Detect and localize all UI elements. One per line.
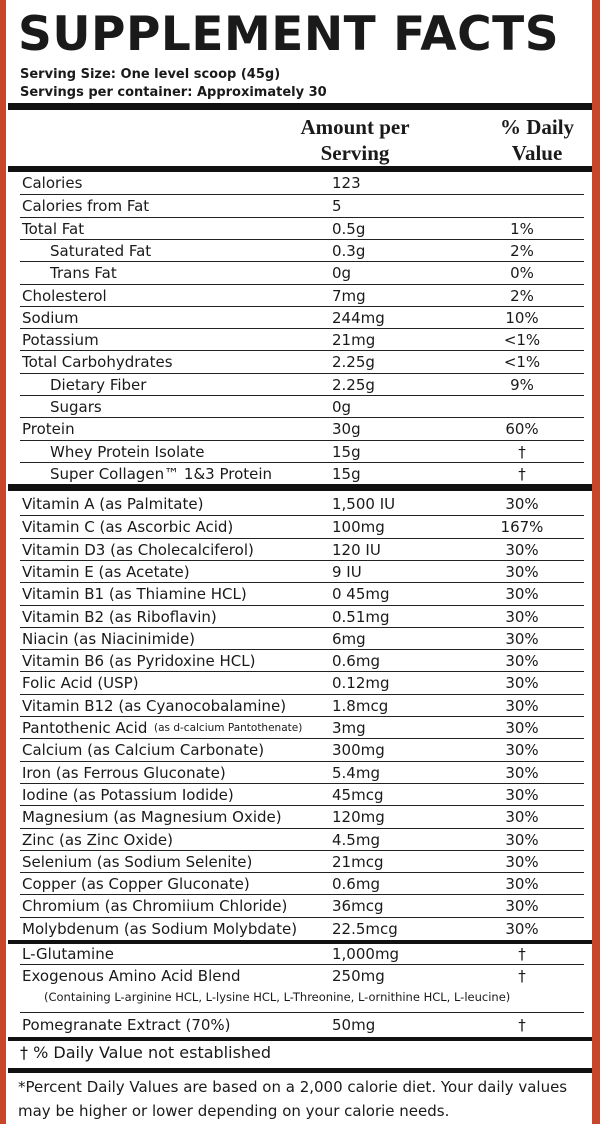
nutrient-daily-value: 30%	[505, 897, 539, 916]
dv-header-line1: % Daily	[499, 115, 575, 139]
nutrient-name: Calories from Fat	[22, 197, 150, 216]
table-row	[20, 582, 584, 605]
nutrient-daily-value: 30%	[505, 741, 539, 760]
table-row	[20, 515, 584, 538]
nutrient-amount: 2.25g	[332, 375, 375, 394]
nutrient-daily-value: 30%	[505, 652, 539, 671]
nutrient-daily-value: 30%	[505, 674, 539, 693]
nutrient-amount: 0.51mg	[332, 607, 390, 626]
dv-header-line2: Value	[511, 141, 563, 165]
table-row	[20, 462, 584, 485]
table-row	[20, 761, 584, 784]
nutrient-daily-value: 30%	[505, 562, 539, 581]
nutrient-name: Vitamin C (as Ascorbic Acid)	[22, 518, 234, 537]
nutrient-amount: 15g	[332, 442, 361, 461]
nutrient-amount: 300mg	[332, 741, 385, 760]
table-row	[20, 261, 584, 284]
table-row	[20, 850, 584, 873]
nutrient-daily-value: 30%	[505, 785, 539, 804]
nutrient-name: Vitamin B12 (as Cyanocobalamine)	[22, 696, 287, 715]
nutrient-daily-value: 2%	[510, 286, 534, 305]
nutrient-amount: 0.6mg	[332, 652, 380, 671]
nutrient-name: Selenium (as Sodium Selenite)	[22, 852, 253, 871]
amount-header-line2: Serving	[320, 141, 390, 165]
nutrient-name: Potassium	[22, 331, 99, 350]
nutrient-daily-value: 2%	[510, 241, 534, 260]
nutrient-amount: 3mg	[332, 719, 366, 737]
nutrient-amount: 7mg	[332, 286, 366, 305]
table-row	[20, 493, 584, 515]
table-row	[20, 194, 584, 217]
nutrient-name: Total Fat	[22, 219, 85, 238]
table-row	[20, 738, 584, 761]
nutrient-name: Trans Fat	[50, 264, 117, 283]
nutrient-amount: 15g	[332, 464, 361, 483]
table-row	[20, 649, 584, 672]
nutrient-name: Niacin (as Niacinimide)	[22, 629, 195, 648]
nutrient-amount: 0 45mg	[332, 585, 390, 604]
nutrient-name: Chromium (as Chromiium Chloride)	[22, 897, 288, 916]
nutrient-amount: 9 IU	[332, 562, 362, 581]
servings-per-container: Servings per container: Approximately 30	[20, 85, 327, 100]
nutrient-name: Magnesium (as Magnesium Oxide)	[22, 808, 282, 827]
footnote: *Percent Daily Values are based on a 2,000 calorie diet. Your daily values may be higher or lower depending on your calorie needs.	[18, 1078, 568, 1120]
nutrient-daily-value: 30%	[505, 629, 539, 648]
nutrient-name: Pantothenic Acid	[22, 719, 148, 737]
nutrient-daily-value: 30%	[505, 585, 539, 604]
nutrient-name: Molybdenum (as Sodium Molybdate)	[22, 919, 298, 938]
nutrient-amount: 21mcg	[332, 852, 384, 871]
nutrient-name: Whey Protein Isolate	[50, 442, 205, 461]
nutrient-daily-value: 30%	[505, 852, 539, 871]
nutrient-name: Exogenous Amino Acid Blend	[22, 967, 241, 985]
nutrient-daily-value: †	[518, 967, 526, 985]
nutrient-amount: 5.4mg	[332, 763, 380, 782]
nutrient-name: Iron (as Ferrous Gluconate)	[22, 763, 226, 782]
nutrient-name: Vitamin D3 (as Cholecalciferol)	[22, 540, 254, 559]
nutrient-amount: 0.3g	[332, 241, 366, 260]
nutrient-name: Sodium	[22, 308, 79, 327]
nutrient-amount: 244mg	[332, 308, 385, 327]
nutrient-name: Vitamin A (as Palmitate)	[22, 495, 204, 513]
nutrient-name: Zinc (as Zinc Oxide)	[22, 830, 174, 849]
amount-header	[270, 114, 440, 166]
table-row	[20, 605, 584, 628]
nutrient-daily-value: 30%	[505, 696, 539, 715]
nutrient-daily-value: †	[518, 464, 526, 483]
nutrient-daily-value: <1%	[503, 353, 541, 372]
table-row	[20, 828, 584, 851]
nutrient-amount: 50mg	[332, 1016, 376, 1034]
nutrient-name: Iodine (as Potassium Iodide)	[22, 785, 234, 804]
nutrient-amount: 30g	[332, 420, 361, 439]
nutrient-amount: 21mg	[332, 331, 376, 350]
thick-divider	[8, 1068, 592, 1073]
nutrient-name: Dietary Fiber	[50, 375, 147, 394]
nutrient-name: Vitamin B6 (as Pyridoxine HCL)	[22, 652, 256, 671]
nutrient-daily-value: <1%	[503, 331, 541, 350]
table-row	[20, 239, 584, 262]
nutrient-name: Calories	[22, 174, 83, 192]
table-row	[20, 805, 584, 828]
nutrient-name: Folic Acid (USP)	[22, 674, 139, 693]
table-row	[20, 783, 584, 806]
thick-divider	[8, 484, 592, 491]
page-title: SUPPLEMENT FACTS	[18, 7, 560, 62]
nutrient-name: L-Glutamine	[22, 945, 114, 963]
nutrient-amount: 22.5mcg	[332, 919, 398, 938]
right-border	[592, 0, 600, 1124]
nutrient-amount: 36mcg	[332, 897, 384, 916]
nutrient-name: Sugars	[50, 398, 102, 416]
serving-size: Serving Size: One level scoop (45g)	[20, 67, 281, 82]
nutrient-daily-value: 30%	[505, 875, 539, 894]
nutrient-amount: 0.5g	[332, 219, 366, 238]
table-row	[20, 671, 584, 694]
table-row	[20, 395, 584, 418]
nutrient-daily-value: 30%	[505, 919, 539, 938]
nutrient-name: Cholesterol	[22, 286, 107, 305]
nutrient-amount: 0g	[332, 398, 352, 416]
table-row	[20, 440, 584, 463]
dagger-note: † % Daily Value not established	[20, 1043, 272, 1062]
left-border	[0, 0, 6, 1124]
table-row	[20, 627, 584, 650]
nutrient-daily-value: 1%	[510, 219, 534, 238]
nutrient-amount: 100mg	[332, 518, 385, 537]
nutrient-daily-value: †	[518, 945, 526, 963]
table-row	[20, 217, 584, 240]
nutrient-amount: 250mg	[332, 967, 385, 985]
table-row	[20, 694, 584, 717]
amount-header-line1: Amount per	[300, 115, 410, 139]
nutrient-daily-value: †	[518, 1016, 526, 1034]
divider	[8, 1037, 592, 1041]
nutrient-amount: 1.8mcg	[332, 696, 389, 715]
nutrient-name-detail: (as d-calcium Pantothenate)	[154, 722, 303, 734]
nutrient-name: Vitamin E (as Acetate)	[22, 562, 190, 581]
nutrient-amount: 0g	[332, 264, 352, 283]
dv-header	[482, 114, 592, 166]
table-row	[20, 917, 584, 940]
table-row	[20, 560, 584, 583]
nutrient-name: Total Carbohydrates	[22, 353, 173, 372]
nutrient-daily-value: 0%	[510, 264, 534, 283]
nutrient-daily-value: 10%	[505, 308, 539, 327]
nutrient-daily-value: 30%	[505, 763, 539, 782]
nutrient-amount: 2.25g	[332, 353, 375, 372]
nutrient-name: Copper (as Copper Gluconate)	[22, 875, 250, 894]
table-row	[20, 716, 584, 739]
nutrient-amount: 6mg	[332, 629, 366, 648]
nutrient-daily-value: 9%	[510, 375, 534, 394]
table-row	[20, 172, 584, 194]
nutrient-daily-value: 30%	[505, 540, 539, 559]
table-row	[20, 350, 584, 373]
nutrient-amount: 123	[332, 174, 361, 192]
nutrient-amount: 5	[332, 197, 342, 216]
nutrient-name: Pomegranate Extract (70%)	[22, 1016, 231, 1034]
nutrient-amount: 120 IU	[332, 540, 381, 559]
nutrient-daily-value: †	[518, 442, 526, 461]
table-row	[20, 284, 584, 307]
table-row	[20, 872, 584, 895]
blend-note: (Containing L-arginine HCL, L-lysine HCL, L-Threonine, L-ornithine HCL, L-leucine)	[44, 990, 511, 1004]
nutrient-amount: 0.6mg	[332, 875, 380, 894]
nutrient-daily-value: 30%	[505, 808, 539, 827]
table-row	[20, 306, 584, 329]
nutrient-daily-value: 30%	[505, 719, 539, 737]
table-row	[20, 1012, 584, 1037]
nutrient-daily-value: 167%	[500, 518, 544, 537]
nutrient-daily-value: 60%	[505, 420, 539, 439]
nutrient-name: Saturated Fat	[50, 241, 152, 260]
table-row	[20, 538, 584, 561]
nutrient-amount: 1,000mg	[332, 945, 400, 963]
table-row	[20, 373, 584, 396]
nutrient-amount: 0.12mg	[332, 674, 390, 693]
nutrient-name: Vitamin B2 (as Riboflavin)	[22, 607, 217, 626]
table-row	[20, 894, 584, 917]
nutrient-name: Protein	[22, 420, 75, 439]
nutrient-amount: 4.5mg	[332, 830, 380, 849]
nutrient-name: Calcium (as Calcium Carbonate)	[22, 741, 265, 760]
nutrient-name: Vitamin B1 (as Thiamine HCL)	[22, 585, 247, 604]
table-row	[20, 328, 584, 351]
nutrient-name: Super Collagen™ 1&3 Protein	[50, 464, 273, 483]
table-row	[20, 944, 584, 964]
nutrient-amount: 120mg	[332, 808, 385, 827]
thick-divider	[8, 103, 592, 110]
table-row	[20, 417, 584, 440]
nutrient-daily-value: 30%	[505, 495, 539, 513]
table-row	[20, 964, 584, 987]
nutrient-daily-value: 30%	[505, 607, 539, 626]
nutrient-daily-value: 30%	[505, 830, 539, 849]
nutrient-amount: 1,500 IU	[332, 495, 396, 513]
nutrient-amount: 45mcg	[332, 785, 384, 804]
